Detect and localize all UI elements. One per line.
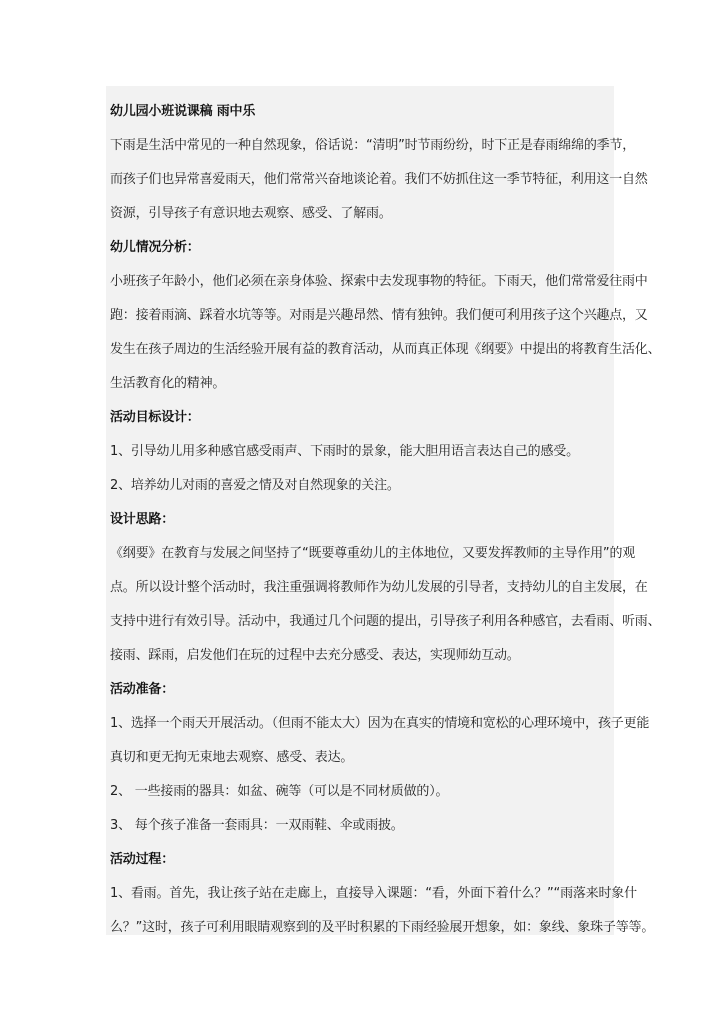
paragraph-line: 接雨、踩雨，启发他们在玩的过程中去充分感受、表达，实现师幼互动。 <box>110 648 520 663</box>
list-item: 2、 一些接雨的器具：如盆、碗等（可以是不同材质做的）。 <box>110 784 449 799</box>
section-heading-design-ideas: 设计思路： <box>110 512 175 527</box>
paragraph-line: 《纲要》在教育与发展之间坚持了“既要尊重幼儿的主体地位，又要发挥教师的主导作用”的观 <box>110 546 636 561</box>
paragraph-line: 支持中进行有效引导。活动中，我通过几个问题的提出，引导孩子利用各种感官，去看雨、听雨、 <box>110 614 661 629</box>
section-heading-preparation: 活动准备： <box>110 682 175 697</box>
paragraph-line: 1、看雨。首先，我让孩子站在走廊上，直接导入课题：“看，外面下着什么？”“雨落来时象什 <box>110 886 637 901</box>
section-heading-process: 活动过程： <box>110 852 175 867</box>
document-page <box>106 86 661 935</box>
list-item: 真切和更无拘无束地去观察、感受、表达。 <box>110 750 354 765</box>
paragraph-line: 么？”这时，孩子可利用眼睛观察到的及平时积累的下雨经验展开想象，如：象线、象珠子等等。 <box>110 920 655 935</box>
list-item: 3、 每个孩子准备一套雨具：一双雨鞋、伞或雨披。 <box>110 818 404 833</box>
list-item: 1、引导幼儿用多种感官感受雨声、下雨时的景象，能大胆用语言表达自己的感受。 <box>110 444 579 459</box>
paragraph-line: 跑：接着雨滴、踩着水坑等等。对雨是兴趣昂然、情有独钟。我们便可利用孩子这个兴趣点，又 <box>110 308 648 323</box>
paragraph-line: 小班孩子年龄小，他们必须在亲身体验、探索中去发现事物的特征。下雨天，他们常常爱往雨中 <box>110 274 648 289</box>
paragraph-line: 发生在孩子周边的生活经验开展有益的教育活动，从而真正体现《纲要》中提出的将教育生活化、 <box>110 342 661 357</box>
list-item: 1、选择一个雨天开展活动。（但雨不能太大）因为在真实的情境和宽松的心理环境中，孩子更能 <box>110 716 650 731</box>
intro-line: 下雨是生活中常见的一种自然现象，俗话说：“清明”时节雨纷纷，时下正是春雨绵绵的季节， <box>110 138 636 153</box>
document-title: 幼儿园小班说课稿 雨中乐 <box>110 104 256 119</box>
list-item: 2、培养幼儿对雨的喜爱之情及对自然现象的关注。 <box>110 478 400 493</box>
intro-line: 资源，引导孩子有意识地去观察、感受、了解雨。 <box>110 206 392 221</box>
intro-line: 而孩子们也异常喜爱雨天，他们常常兴奋地谈论着。我们不妨抓住这一季节特征，利用这一自然 <box>110 172 648 187</box>
paragraph-line: 生活教育化的精神。 <box>110 376 226 391</box>
section-heading-child-analysis: 幼儿情况分析： <box>110 240 200 255</box>
paragraph-line: 点。所以设计整个活动时，我注重强调将教师作为幼儿发展的引导者，支持幼儿的自主发展，在 <box>110 580 648 595</box>
section-heading-activity-goals: 活动目标设计： <box>110 410 200 425</box>
